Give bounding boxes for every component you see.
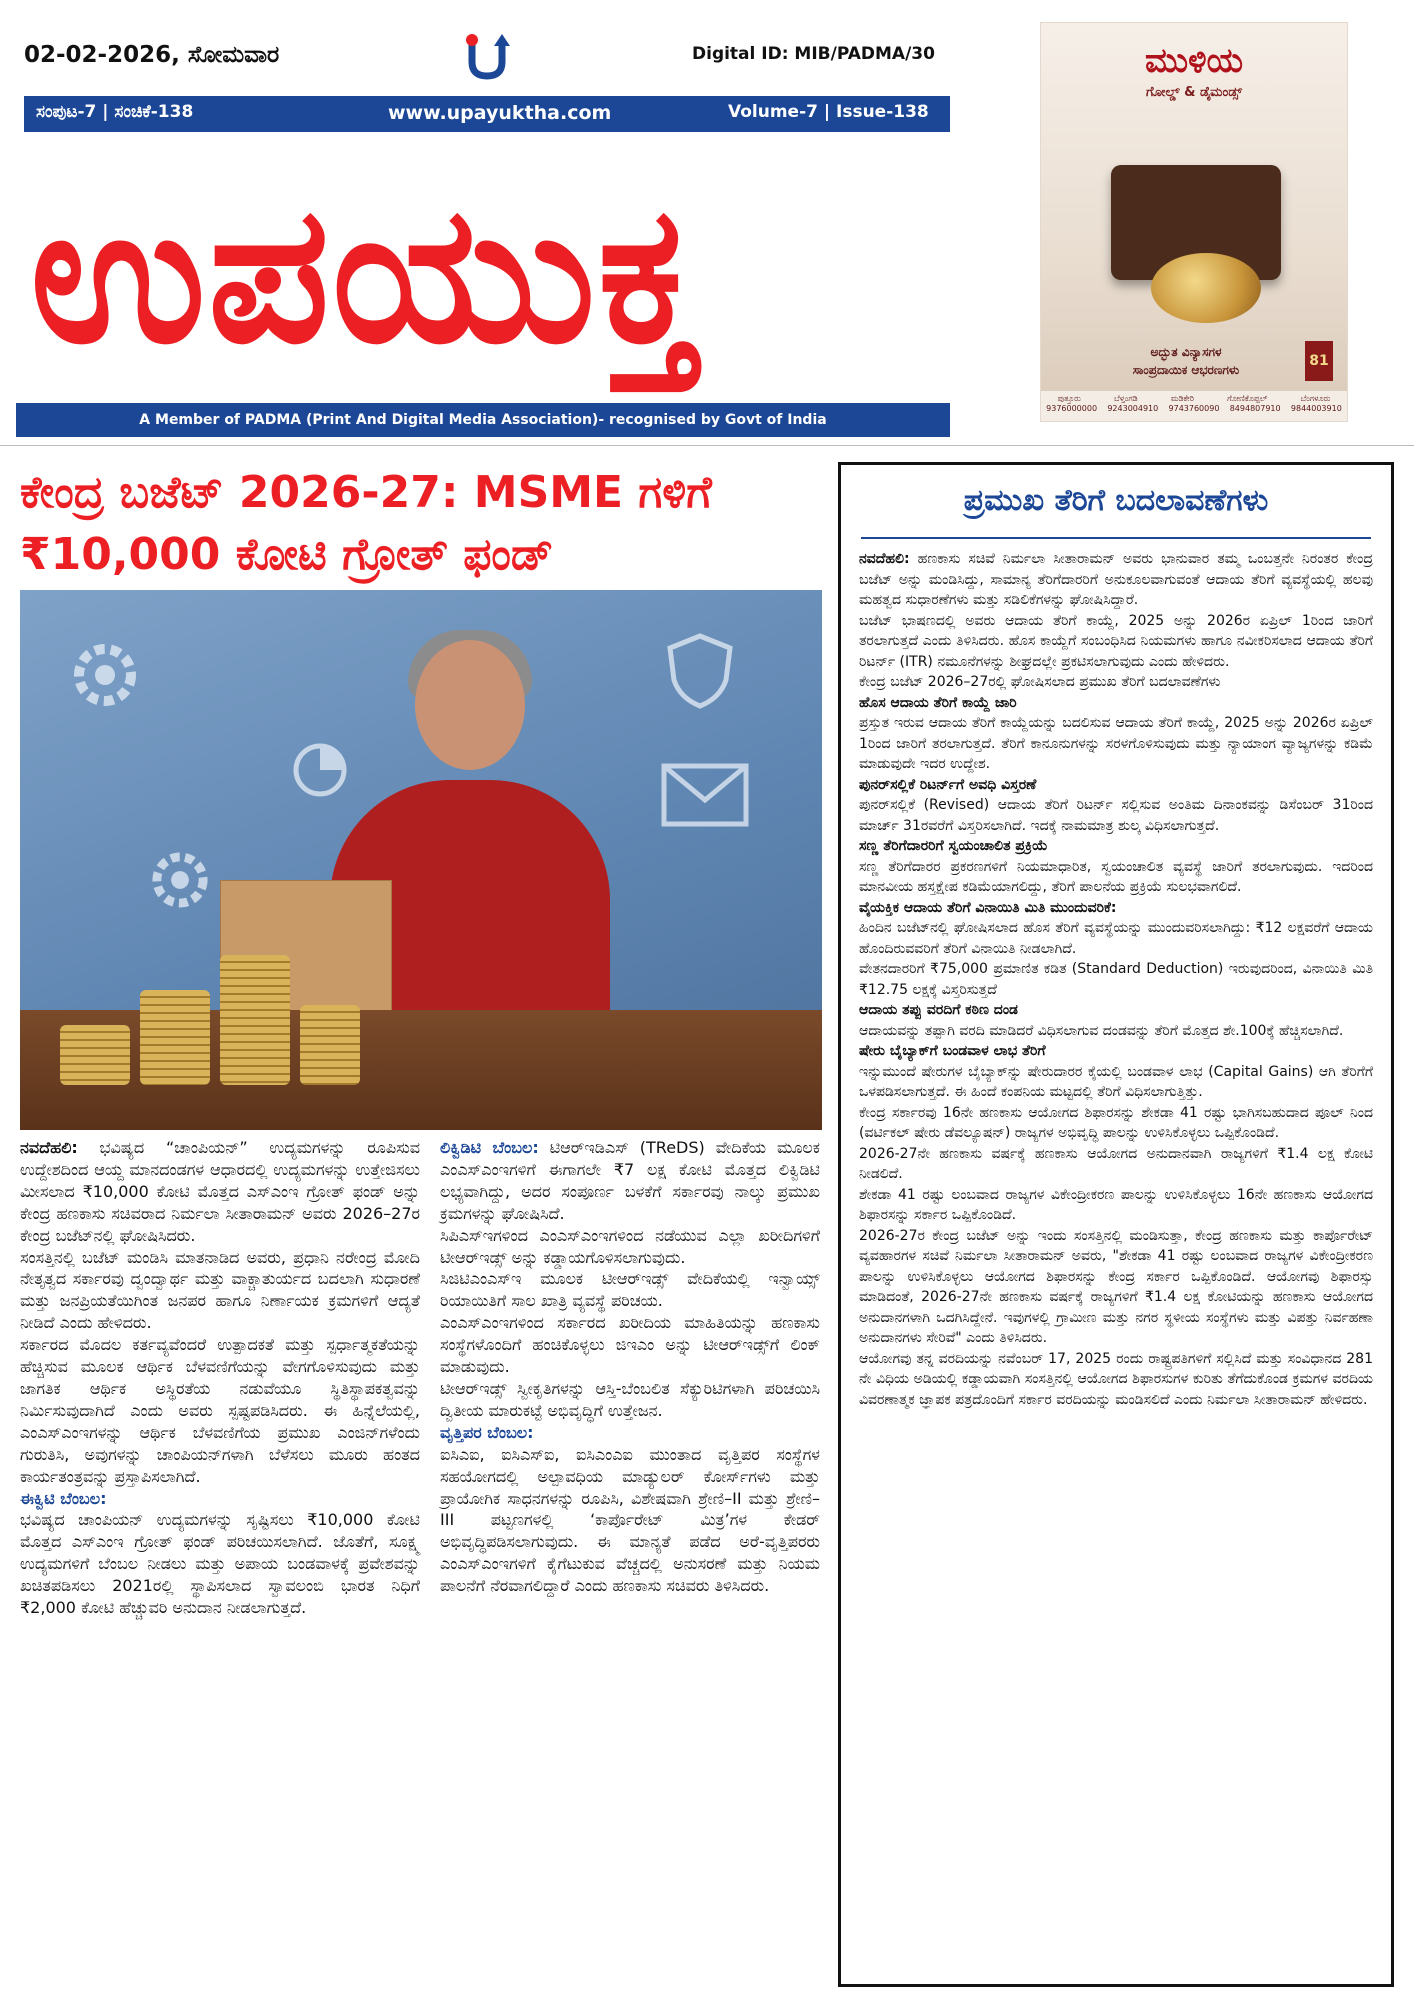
ad-phone: 8494807910 (1229, 404, 1281, 413)
website-link[interactable]: www.upayuktha.com (388, 102, 612, 124)
sidebar-paragraph: 2026-27ನೇ ಹಣಕಾಸು ವರ್ಷಕ್ಕೆ ಹಣಕಾಸು ಆಯೋಗದ ಅನುದಾನವಾಗಿ ರಾಜ್ಯಗಳಿಗೆ ₹1.4 ಲಕ್ಷ ಕೋಟಿ ನೀಡಲಿದೆ. (859, 1145, 1373, 1182)
dateline: ನವದೆಹಲಿ: (859, 551, 910, 567)
jewellery-advertisement[interactable] (1040, 22, 1348, 422)
ad-phone: 9844003910 (1290, 404, 1342, 413)
anniversary-badge: 81 (1305, 341, 1333, 381)
ad-phone: 9243004910 (1107, 404, 1159, 413)
member-line: A Member of PADMA (Print And Digital Media Association)- recognised by Govt of India (16, 403, 950, 437)
ad-branch: ಮಡಿಕೇರಿ (1170, 394, 1194, 403)
ad-branch: ಗೋಣಿಕೊಪ್ಪಲ್ (1227, 394, 1268, 403)
ad-tagline-2: ಸಾಂಪ್ರದಾಯಿಕ ಆಭರಣಗಳು (1132, 363, 1240, 377)
sidebar-paragraph: ಸಣ್ಣ ತೆರಿಗೆದಾರರ ಪ್ರಕರಣಗಳಿಗೆ ನಿಯಮಾಧಾರಿತ, ಸ್ವಯಂಚಾಲಿತ ವ್ಯವಸ್ಥೆ ಜಾರಿಗೆ ತರಲಾಗುವುದು. ಇದರಿಂದ ಮಾನವೀಯ ಹಸ್ತಕ್ಷೇಪ ಕಡಿಮೆಯಾಗಲಿದ್ದು, ತೆರಿಗೆ ಪಾಲನೆಯ ಪ್ರಕ್ರಿಯೆ ಸುಲಭವಾಗಲಿದೆ. (859, 858, 1373, 895)
article-paragraph: ಸಿಪಿಎಸ್‌ಇಗಳಿಂದ ಎಂಎಸ್‌ಎಂಇಗಳಿಂದ ನಡೆಯುವ ಎಲ್ಲಾ ಖರೀದಿಗಳಿಗೆ ಟೀಆರ್‌ಇಡ್ಸ್ ಅನ್ನು ಕಡ್ಡಾಯಗೊಳಿಸಲಾಗುವುದು. (440, 1225, 820, 1267)
sidebar-title-rule (861, 537, 1371, 539)
sidebar-title: ಪ್ರಮುಖ ತೆರಿಗೆ ಬದಲಾವಣೆಗಳು (963, 483, 1269, 518)
headline-line-1: ಕೇಂದ್ರ ಬಜೆಟ್ 2026-27: MSME ಗಳಿಗೆ (20, 467, 712, 518)
ad-phone: 9743760090 (1168, 404, 1220, 413)
article-paragraph: ಸರ್ಕಾರದ ಮೊದಲ ಕರ್ತವ್ಯವೆಂದರೆ ಉತ್ಪಾದಕತೆ ಮತ್ತು ಸ್ಪರ್ಧಾತ್ಮಕತೆಯನ್ನು ಹೆಚ್ಚಿಸುವ ಮೂಲಕ ಆರ್ಥಿಕ ಬೆಳವಣಿಗೆಯನ್ನು ವೇಗಗೊಳಿಸುವುದು ಮತ್ತು ಜಾಗತಿಕ ಆರ್ಥಿಕ ಅಸ್ಥಿರತೆಯ ನಡುವೆಯೂ ಸ್ಥಿತಿಸ್ಥಾಪಕತ್ವವನ್ನು ನಿರ್ಮಿಸುವುದಾಗಿದೆ ಎಂದು ಅವರು ಸ್ಪಷ್ಟಪಡಿಸಿದರು. ಈ ಹಿನ್ನೆಲೆಯಲ್ಲಿ, ಎಂಎಸ್‌ಎಂಇಗಳನ್ನು ಆರ್ಥಿಕ ಬೆಳವಣಿಗೆಯ ಪ್ರಮುಖ ಎಂಜಿನ್‌ಗಳೆಂದು ಗುರುತಿಸಿ, ಅವುಗಳನ್ನು ಚಾಂಪಿಯನ್‌ಗಳಾಗಿ ಬೆಳೆಸಲು ಮೂರು ಹಂತದ ಕಾರ್ಯತಂತ್ರವನ್ನು ಪ್ರಸ್ತಾಪಿಸಲಾಗಿದೆ. (20, 1335, 420, 1486)
subheading-equity: ಈಕ್ವಿಟಿ ಬೆಂಬಲ: (20, 1488, 107, 1508)
subheading-professional: ವೃತ್ತಿಪರ ಬೆಂಬಲ: (440, 1422, 534, 1442)
sidebar-paragraph: ಪ್ರಸ್ತುತ ಇರುವ ಆದಾಯ ತೆರಿಗೆ ಕಾಯ್ದೆಯನ್ನು ಬದಲಿಸುವ ಆದಾಯ ತೆರಿಗೆ ಕಾಯ್ದೆ, 2025 ಅನ್ನು 2026ರ ಏಪ್ರಿಲ್ 1ರಿಂದ ಜಾರಿಗೆ ತರಲಾಗುತ್ತದೆ. ತೆರಿಗೆ ಕಾನೂನುಗಳನ್ನು ಸರಳಗೊಳಿಸುವುದು ಮತ್ತು ನ್ಯಾಯಾಂಗ ವ್ಯಾಜ್ಯಗಳನ್ನು ಕಡಿಮೆ ಮಾಡುವುದೇ ಇದರ ಉದ್ದೇಶ. (859, 715, 1373, 772)
article-paragraph: ಸಿಜಿಟಿಎಂಎಸ್‌ಇ ಮೂಲಕ ಟೀಆರ್‌ಇಡ್ಸ್ ವೇದಿಕೆಯಲ್ಲಿ ಇನ್ವಾಯ್ಸ್ ರಿಯಾಯಿತಿಗೆ ಸಾಲ ಖಾತ್ರಿ ವ್ಯವಸ್ಥೆ ಪರಿಚಯ. (440, 1269, 820, 1311)
header-divider (0, 445, 1414, 446)
ad-branch: ಬೆಂಗಳೂರು (1300, 394, 1331, 403)
article-photo (20, 590, 822, 1130)
earring-image (1151, 253, 1261, 323)
volume-english: Volume-7 | Issue-138 (728, 102, 929, 122)
ad-tagline (1081, 343, 1291, 379)
sidebar-subheading: ಸಣ್ಣ ತೆರಿಗೆದಾರರಿಗೆ ಸ್ವಯಂಚಾಲಿತ ಪ್ರಕ್ರಿಯೆ (859, 838, 1048, 854)
article-paragraph: ಟಿಆರ್‌ಇಡಿಎಸ್ (TReDS) ವೇದಿಕೆಯ ಮೂಲಕ ಎಂಎಸ್‌ಎಂಇಗಳಿಗೆ ಈಗಾಗಲೇ ₹7 ಲಕ್ಷ ಕೋಟಿ ಮೊತ್ತದ ಲಿಕ್ವಿಡಿಟಿ ಲಭ್ಯವಾಗಿದ್ದು, ಅದರ ಸಂಪೂರ್ಣ ಬಳಕೆಗೆ ಸರ್ಕಾರವು ನಾಲ್ಕು ಪ್ರಮುಖ ಕ್ರಮಗಳನ್ನು ಘೋಷಿಸಿದೆ. (440, 1138, 820, 1223)
coin-stack (300, 1005, 360, 1085)
subheading-liquidity: ಲಿಕ್ವಿಡಿಟಿ ಬೆಂಬಲ: (440, 1138, 539, 1157)
sidebar-subheading: ಆದಾಯ ತಪ್ಪು ವರದಿಗೆ ಕಠಿಣ ದಂಡ (859, 1002, 1018, 1018)
sidebar-paragraph: 2026-27ರ ಕೇಂದ್ರ ಬಜೆಟ್ ಅನ್ನು ಇಂದು ಸಂಸತ್ತಿನಲ್ಲಿ ಮಂಡಿಸುತ್ತಾ, ಕೇಂದ್ರ ಹಣಕಾಸು ಮತ್ತು ಕಾರ್ಪೊರೇಟ್ ವ್ಯವಹಾರಗಳ ಸಚಿವೆ ನಿರ್ಮಲಾ ಸೀತಾರಾಮನ್ ಅವರು, "ಶೇಕಡಾ 41 ರಷ್ಟು ಲಂಬವಾದ ರಾಜ್ಯಗಳ ವಿಕೇಂದ್ರೀಕರಣ ಪಾಲನ್ನು ಉಳಿಸಿಕೊಳ್ಳಲು ಆಯೋಗದ ಶಿಫಾರಸನ್ನು ಕೇಂದ್ರ ಸರ್ಕಾರ ಒಪ್ಪಿಕೊಂಡಿದೆ. ಆಯೋಗವು ಶಿಫಾರಸ್ಸು ಮಾಡಿದಂತೆ, 2026-27ನೇ ಹಣಕಾಸು ವರ್ಷಕ್ಕೆ ರಾಜ್ಯಗಳಿಗೆ ₹1.4 ಲಕ್ಷ ಕೋಟಿಯನ್ನು ಹಣಕಾಸು ಆಯೋಗದ ಅನುದಾನಗಳಾಗಿ ಒದಗಿಸಿದ್ದೇನೆ. ಇವುಗಳಲ್ಲಿ ಗ್ರಾಮೀಣ ಮತ್ತು ನಗರ ಸ್ಥಳೀಯ ಸಂಸ್ಥೆಗಳು ಮತ್ತು ವಿಪತ್ತು ನಿರ್ವಹಣಾ ಅನುದಾನಗಳು ಸೇರಿವೆ" ಎಂದು ತಿಳಿಸಿದರು. (859, 1227, 1373, 1346)
sidebar-subheading: ಹೊಸ ಆದಾಯ ತೆರಿಗೆ ಕಾಯ್ದೆ ಜಾರಿ (859, 694, 1017, 711)
sidebar-subheading: ಷೇರು ಬೈಬ್ಯಾಕ್‌ಗೆ ಬಂಡವಾಳ ಲಾಭ ತೆರಿಗೆ (859, 1043, 1046, 1059)
tax-changes-sidebar (838, 462, 1394, 1987)
sidebar-paragraph: ಬಜೆಟ್ ಭಾಷಣದಲ್ಲಿ ಅವರು ಆದಾಯ ತೆರಿಗೆ ಕಾಯ್ದೆ, 2025 ಅನ್ನು 2026ರ ಏಪ್ರಿಲ್ 1ರಿಂದ ಜಾರಿಗೆ ತರಲಾಗುತ್ತದೆ ಎಂದು ತಿಳಿಸಿದರು. ಹೊಸ ಕಾಯ್ದೆಗೆ ಸಂಬಂಧಿಸಿದ ನಿಯಮಗಳು ಹಾಗೂ ನವೀಕರಿಸಲಾದ ಆದಾಯ ತೆರಿಗೆ ರಿಟರ್ನ್ (ITR) ನಮೂನೆಗಳನ್ನು ಶೀಘ್ರದಲ್ಲೇ ಪ್ರಕಟಿಸಲಾಗುವುದು ಎಂದು ಹೇಳಿದರು. (859, 612, 1373, 670)
article-paragraph: ಭವಿಷ್ಯದ ಚಾಂಪಿಯನ್ ಉದ್ಯಮಗಳನ್ನು ಸೃಷ್ಟಿಸಲು ₹10,000 ಕೋಟಿ ಮೊತ್ತದ ಎಸ್‌ಎಂಇ ಗ್ರೋತ್ ಫಂಡ್ ಪರಿಚಯಿಸಲಾಗಿದೆ. ಜೊತೆಗೆ, ಸೂಕ್ಷ್ಮ ಉದ್ಯಮಗಳಿಗೆ ಬೆಂಬಲ ನೀಡಲು ಮತ್ತು ಅಪಾಯ ಬಂಡವಾಳಕ್ಕೆ ಪ್ರವೇಶವನ್ನು ಖಚಿತಪಡಿಸಲು 2021ರಲ್ಲಿ ಸ್ಥಾಪಿಸಲಾದ ಸ್ವಾವಲಂಬಿ ಭಾರತ ನಿಧಿಗೆ ₹2,000 ಕೋಟಿ ಹೆಚ್ಚುವರಿ ಅನುದಾನ ನೀಡಲಾಗುತ್ತದೆ. (20, 1510, 420, 1618)
sidebar-paragraph: ವೇತನದಾರರಿಗೆ ₹75,000 ಪ್ರಮಾಣಿತ ಕಡಿತ (Standard Deduction) ಇರುವುದರಿಂದ, ವಿನಾಯಿತಿ ಮಿತಿ ₹12.75 ಲಕ್ಷಕ್ಕೆ ವಿಸ್ತರಿಸುತ್ತದೆ (859, 961, 1373, 998)
sidebar-subheading: ವೈಯಕ್ತಿಕ ಆದಾಯ ತೆರಿಗೆ ವಿನಾಯಿತಿ ಮಿತಿ ಮುಂದುವರಿಕೆ: (859, 899, 1117, 916)
dateline: ನವದೆಹಲಿ: (20, 1138, 78, 1157)
shield-icon (660, 630, 740, 710)
ad-branch: ಪುತ್ತೂರು (1057, 394, 1081, 403)
digital-id: Digital ID: MIB/PADMA/30 (692, 44, 935, 64)
ad-brand: ಮುಳಿಯ (1144, 41, 1244, 81)
sidebar-paragraph: ಶೇಕಡಾ 41 ರಷ್ಟು ಲಂಬವಾದ ರಾಜ್ಯಗಳ ವಿಕೇಂದ್ರೀಕರಣ ಪಾಲನ್ನು ಉಳಿಸಿಕೊಳ್ಳಲು 16ನೇ ಹಣಕಾಸು ಆಯೋಗದ ಶಿಫಾರಸನ್ನು ಸರ್ಕಾರ ಒಪ್ಪಿಕೊಂಡಿದೆ. (859, 1186, 1373, 1223)
coin-stack (60, 1025, 130, 1085)
sidebar-paragraph: ಕೇಂದ್ರ ಸರ್ಕಾರವು 16ನೇ ಹಣಕಾಸು ಆಯೋಗದ ಶಿಫಾರಸನ್ನು ಶೇಕಡಾ 41 ರಷ್ಟು ಭಾಗಿಸಬಹುದಾದ ಪೂಲ್ ನಿಂದ (ವರ್ಟಿಕಲ್ ಷೇರು ಡೆವಲ್ಯೂಷನ್) ರಾಜ್ಯಗಳ ಅಭಿವೃದ್ಧಿ ಪಾಲನ್ನು ಉಳಿಸಿಕೊಳ್ಳಲು ಒಪ್ಪಿಕೊಂಡಿದೆ. (859, 1104, 1373, 1141)
article-paragraph: ಭವಿಷ್ಯದ “ಚಾಂಪಿಯನ್” ಉದ್ಯಮಗಳನ್ನು ರೂಪಿಸುವ ಉದ್ದೇಶದಿಂದ ಆಯ್ದ ಮಾನದಂಡಗಳ ಆಧಾರದಲ್ಲಿ ಉದ್ಯಮಗಳನ್ನು ಉತ್ತೇಜಿಸಲು ಮೀಸಲಾದ ₹10,000 ಕೋಟಿ ಮೊತ್ತದ ಎಸ್‌ಎಂಇ ಗ್ರೋತ್ ಫಂಡ್ ಅನ್ನು ಕೇಂದ್ರ ಹಣಕಾಸು ಸಚಿವರಾದ ನಿರ್ಮಲಾ ಸೀತಾರಾಮನ್ ಅವರು 2026–27ರ ಕೇಂದ್ರ ಬಜೆಟ್‌ನಲ್ಲಿ ಘೋಷಿಸಿದರು. (20, 1138, 420, 1245)
sidebar-paragraph: ಹಣಕಾಸು ಸಚಿವೆ ನಿರ್ಮಲಾ ಸೀತಾರಾಮನ್ ಅವರು ಭಾನುವಾರ ತಮ್ಮ ಒಂಬತ್ತನೇ ನಿರಂತರ ಕೇಂದ್ರ ಬಜೆಟ್ ಅನ್ನು ಮಂಡಿಸಿದ್ದು, ಸಾಮಾನ್ಯ ತೆರಿಗೆದಾರರಿಗೆ ಅನುಕೂಲವಾಗುವಂತೆ ಆದಾಯ ತೆರಿಗೆ ವ್ಯವಸ್ಥೆಯಲ್ಲಿ ಹಲವು ಮಹತ್ವದ ಸುಧಾರಣೆಗಳು ಮತ್ತು ಸಡಿಲಿಕೆಗಳನ್ನು ಘೋಷಿಸಿದ್ದಾರೆ. (859, 551, 1373, 608)
issue-date: 02-02-2026, ಸೋಮವಾರ (24, 42, 280, 68)
article-paragraph: ಎಂಎಸ್‌ಎಂಇಗಳಿಂದ ಸರ್ಕಾರದ ಖರೀದಿಯ ಮಾಹಿತಿಯನ್ನು ಹಣಕಾಸು ಸಂಸ್ಥೆಗಳೊಂದಿಗೆ ಹಂಚಿಕೊಳ್ಳಲು ಜಿಇಎಂ ಅನ್ನು ಟೀಆರ್‌ಇಡ್ಸ್‌ಗೆ ಲಿಂಕ್ ಮಾಡುವುದು. (440, 1313, 820, 1377)
coin-stack (220, 955, 290, 1085)
issue-info-bar (24, 96, 950, 132)
ad-branch: ಬೆಳ್ತಂಗಡಿ (1114, 394, 1138, 403)
envelope-icon (660, 760, 750, 830)
sidebar-paragraph: ಹಿಂದಿನ ಬಜೆಟ್‌ನಲ್ಲಿ ಘೋಷಿಸಲಾದ ಹೊಸ ತೆರಿಗೆ ವ್ಯವಸ್ಥೆಯನ್ನು ಮುಂದುವರಿಸಲಾಗಿದ್ದು: ₹12 ಲಕ್ಷವರೆಗೆ ಆದಾಯ ಹೊಂದಿರುವವರಿಗೆ ತೆರಿಗೆ ವಿನಾಯಿತಿ ನೀಡಲಾಗಿದೆ. (859, 920, 1373, 957)
ad-subtitle: ಗೋಲ್ಡ್ & ಡೈಮಂಡ್ಸ್ (1145, 85, 1243, 100)
article-paragraph: ಐಸಿಎಐ, ಐಸಿಎಸ್‌ಐ, ಐಸಿಎಂಎಐ ಮುಂತಾದ ವೃತ್ತಿಪರ ಸಂಸ್ಥೆಗಳ ಸಹಯೋಗದಲ್ಲಿ ಅಲ್ಪಾವಧಿಯ ಮಾಡ್ಯುಲರ್ ಕೋರ್ಸ್‌ಗಳು ಮತ್ತು ಪ್ರಾಯೋಗಿಕ ಸಾಧನಗಳನ್ನು ರೂಪಿಸಿ, ವಿಶೇಷವಾಗಿ ಶ್ರೇಣಿ–II ಮತ್ತು ಶ್ರೇಣಿ–III ಪಟ್ಟಣಗಳಲ್ಲಿ ‘ಕಾರ್ಪೊರೇಟ್ ಮಿತ್ರ’ಗಳ ಕೇಡರ್ ಅಭಿವೃದ್ಧಿಪಡಿಸಲಾಗುವುದು. ಈ ಮಾನ್ಯತೆ ಪಡೆದ ಅರೆ-ವೃತ್ತಿಪರರು ಎಂಎಸ್‌ಎಂಇಗಳಿಗೆ ಕೈಗೆಟುಕುವ ವೆಚ್ಚದಲ್ಲಿ ಅನುಸರಣೆ ಮತ್ತು ನಿಯಮ ಪಾಲನೆಗೆ ನೆರವಾಗಲಿದ್ದಾರೆ ಎಂದು ಹಣಕಾಸು ಸಚಿವರು ತಿಳಿಸಿದರು. (440, 1444, 820, 1596)
sidebar-paragraph: ಕೇಂದ್ರ ಬಜೆಟ್ 2026–27ರಲ್ಲಿ ಘೋಷಿಸಲಾದ ಪ್ರಮುಖ ತೆರಿಗೆ ಬದಲಾವಣೆಗಳು (859, 674, 1221, 690)
sidebar-paragraph: ಆದಾಯವನ್ನು ತಪ್ಪಾಗಿ ವರದಿ ಮಾಡಿದರೆ ವಿಧಿಸಲಾಗುವ ದಂಡವನ್ನು ತೆರಿಗೆ ಮೊತ್ತದ ಶೇ.100ಕ್ಕೆ ಹೆಚ್ಚಿಸಲಾಗಿದೆ. (859, 1022, 1344, 1039)
headline-line-2: ₹10,000 ಕೋಟಿ ಗ್ರೋತ್ ಫಂಡ್ (20, 529, 554, 580)
ad-branch-strip (1041, 391, 1347, 421)
ad-phone: 9376000000 (1046, 404, 1098, 413)
article-paragraph: ಟೀಆರ್‌ಇಡ್ಸ್ ಸ್ವೀಕೃತಿಗಳನ್ನು ಆಸ್ತಿ-ಬೆಂಬಲಿತ ಸೆಕ್ಯುರಿಟಿಗಳಾಗಿ ಪರಿಚಯಿಸಿ ದ್ವಿತೀಯ ಮಾರುಕಟ್ಟೆ ಅಭಿವೃದ್ಧಿಗೆ ಉತ್ತೇಜನ. (440, 1378, 820, 1420)
article-column-1 (20, 1137, 420, 1619)
ad-tagline-1: ಅದ್ಭುತ ವಿನ್ಯಾಸಗಳ (1150, 345, 1222, 359)
article-headline (20, 462, 820, 586)
sidebar-paragraph: ಪುನರ್‌ಸಲ್ಲಿಕೆ (Revised) ಆದಾಯ ತೆರಿಗೆ ರಿಟರ್ನ್ ಸಲ್ಲಿಸುವ ಅಂತಿಮ ದಿನಾಂಕವನ್ನು ಡಿಸೆಂಬರ್ 31ರಿಂದ ಮಾರ್ಚ್ 31ರವರೆಗೆ ವಿಸ್ತರಿಸಲಾಗಿದೆ. ಇದಕ್ಕೆ ನಾಮಮಾತ್ರ ಶುಲ್ಕ ವಿಧಿಸಲಾಗುತ್ತದೆ. (859, 797, 1373, 834)
coin-stack (140, 990, 210, 1085)
volume-kannada: ಸಂಪುಟ-7 | ಸಂಚಿಕೆ-138 (36, 102, 194, 122)
article-paragraph: ಸಂಸತ್ತಿನಲ್ಲಿ ಬಜೆಟ್ ಮಂಡಿಸಿ ಮಾತನಾಡಿದ ಅವರು, ಪ್ರಧಾನಿ ನರೇಂದ್ರ ಮೋದಿ ನೇತೃತ್ವದ ಸರ್ಕಾರವು ದ್ವಂದ್ವಾರ್ಥ ಮತ್ತು ವಾಕ್ಚಾತುರ್ಯದ ಬದಲಾಗಿ ಸುಧಾರಣೆ ಮತ್ತು ಜನಪ್ರಿಯತೆಯಿಗಿಂತ ಜನಪರ ಹಾಗೂ ನಿರ್ಣಾಯಕ ಕ್ರಮಗಳಿಗೆ ಆದ್ಯತೆ ನೀಡಿದೆ ಎಂದು ಹೇಳಿದರು. (20, 1247, 420, 1333)
gear-icon (60, 630, 150, 720)
gear-icon (140, 840, 220, 920)
sidebar-body (859, 549, 1373, 1410)
sidebar-paragraph: ಇನ್ನುಮುಂದೆ ಷೇರುಗಳ ಬೈಬ್ಯಾಕ್‌ನ್ನು ಷೇರುದಾರರ ಕೈಯಲ್ಲಿ ಬಂಡವಾಳ ಲಾಭ (Capital Gains) ಆಗಿ ತೆರಿಗೆಗೆ ಒಳಪಡಿಸಲಾಗುತ್ತದೆ. ಈ ಹಿಂದೆ ಕಂಪನಿಯ ಮಟ್ಟದಲ್ಲಿ ತೆರಿಗೆ ವಿಧಿಸಲಾಗುತ್ತಿತ್ತು. (859, 1063, 1373, 1100)
masthead-title: ಉಪಯುಕ್ತ (30, 164, 702, 385)
article-column-2 (440, 1137, 820, 1597)
upayuktha-logo-icon (458, 26, 516, 84)
sidebar-subheading: ಪುನರ್‌ಸಲ್ಲಿಕೆ ರಿಟರ್ನ್‌ಗೆ ಅವಧಿ ವಿಸ್ತರಣೆ (859, 776, 1037, 793)
sidebar-paragraph: ಆಯೋಗವು ತನ್ನ ವರದಿಯನ್ನು ನವೆಂಬರ್ 17, 2025 ರಂದು ರಾಷ್ಟ್ರಪತಿಗಳಿಗೆ ಸಲ್ಲಿಸಿದೆ ಮತ್ತು ಸಂವಿಧಾನದ 281 ನೇ ವಿಧಿಯ ಅಡಿಯಲ್ಲಿ ಕಡ್ಡಾಯವಾಗಿ ಸಂಸತ್ತಿನಲ್ಲಿ ಆಯೋಗದ ಶಿಫಾರಸುಗಳ ಕುರಿತು ತೆಗೆದುಕೊಂಡ ಕ್ರಮಗಳ ವರದಿಯ ವಿವರಣಾತ್ಮಕ ಜ್ಞಾಪಕ ಪತ್ರದೊಂದಿಗೆ ಸರ್ಕಾರ ವರದಿಯನ್ನು ಮಂಡಿಸಲಿದೆ ಎಂದು ನಿರ್ಮಲಾ ಸೀತಾರಾಮನ್ ಹೇಳಿದರು. (859, 1350, 1373, 1408)
